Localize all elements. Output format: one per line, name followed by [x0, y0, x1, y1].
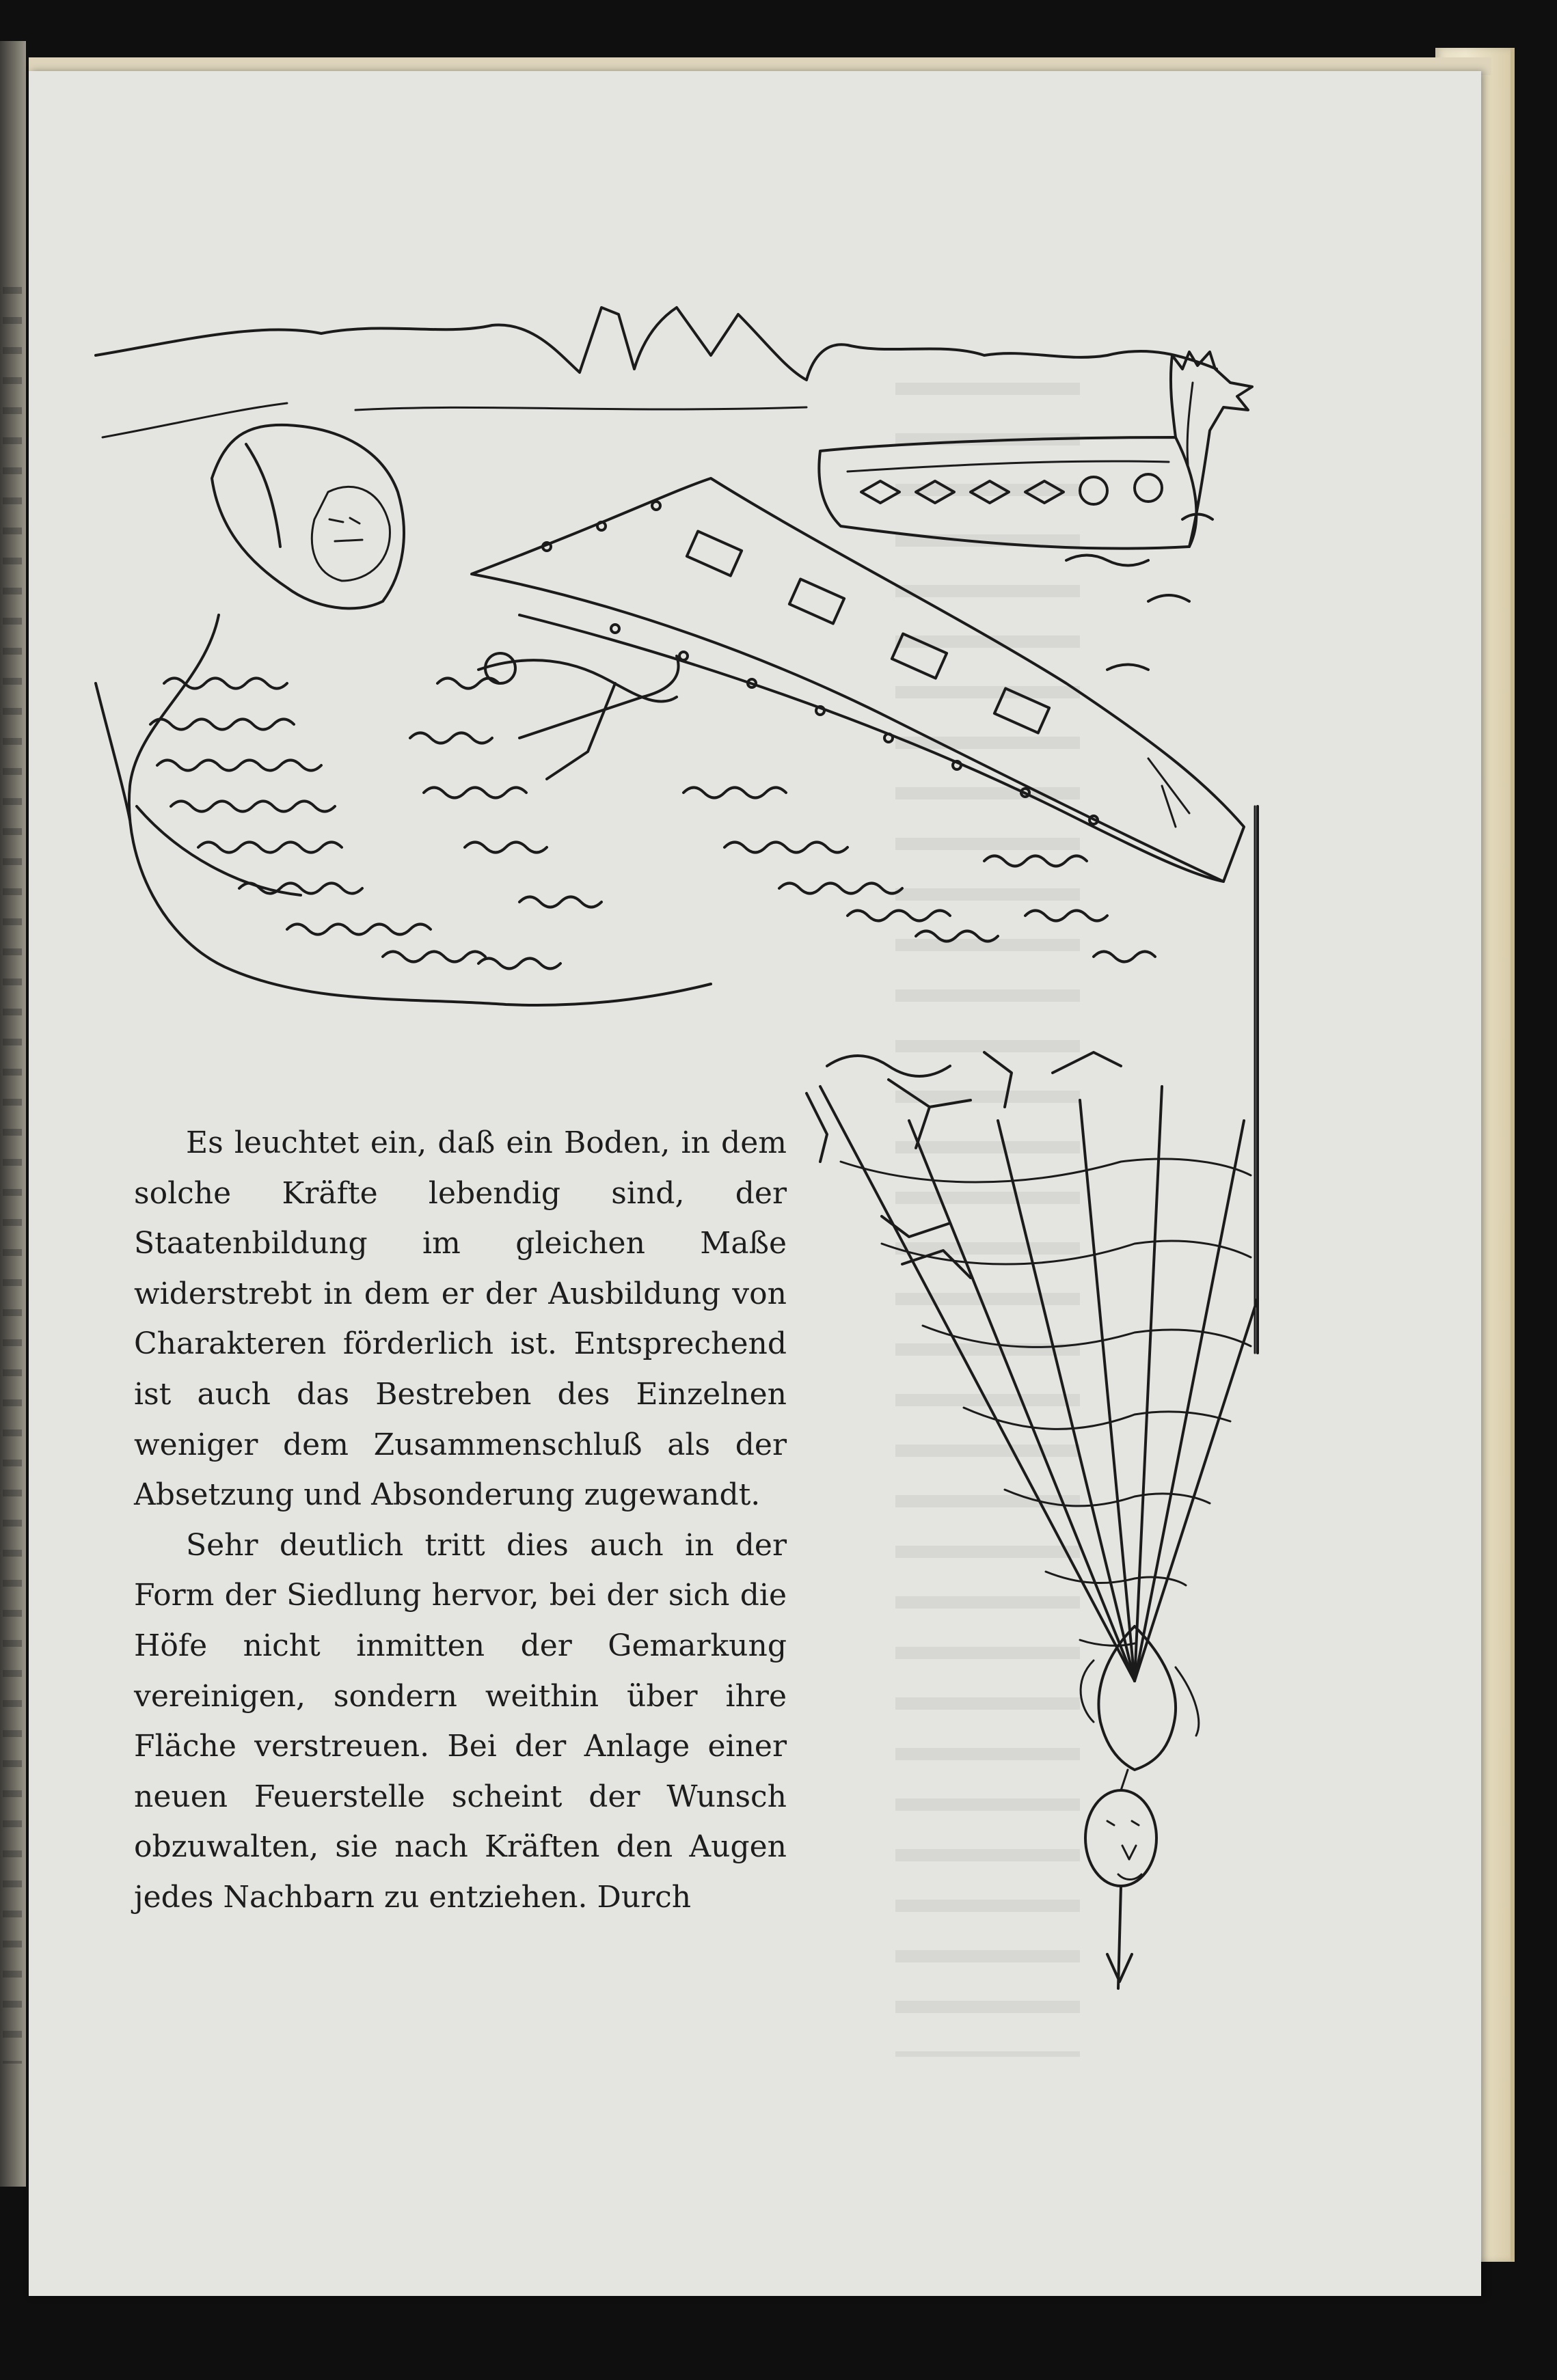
spider-web	[820, 1086, 1258, 1681]
paragraph-1: Es leuchtet ein, daß ein Boden, in dem solche Kräfte lebendig sind, der Staatenbildung im gleichen Maße widerstrebt in dem er der Ausbildung von Charakteren förderlich ist. Entsprechend ist auch das Bestreben des Einzelnen weniger dem Zusammenschluß als der Absetzung und Absonderung zugewandt.	[134, 1125, 787, 1513]
spear-shaft	[1255, 806, 1258, 1353]
sword-hilt	[478, 653, 679, 779]
body-text	[134, 1118, 787, 1923]
mountain-range	[96, 307, 1217, 437]
chain-mail-texture	[150, 679, 1155, 969]
paragraph-2: Sehr deutlich tritt dies auch in der Form der Siedlung hervor, bei der sich die Höfe nicht inmitten der Gemarkung vereinigen, sondern weithin über ihre Fläche verstreuen. Bei der Anlage einer neuen Feuerstelle scheint der Wunsch obzuwalten, sie nach Kräften den Augen jedes Nachbarn zu entziehen. Durch	[134, 1527, 787, 1915]
hanging-head	[1081, 1626, 1199, 1988]
sword-blade	[472, 478, 1244, 881]
helmeted-figure	[96, 425, 711, 1005]
viking-ship	[819, 352, 1252, 549]
